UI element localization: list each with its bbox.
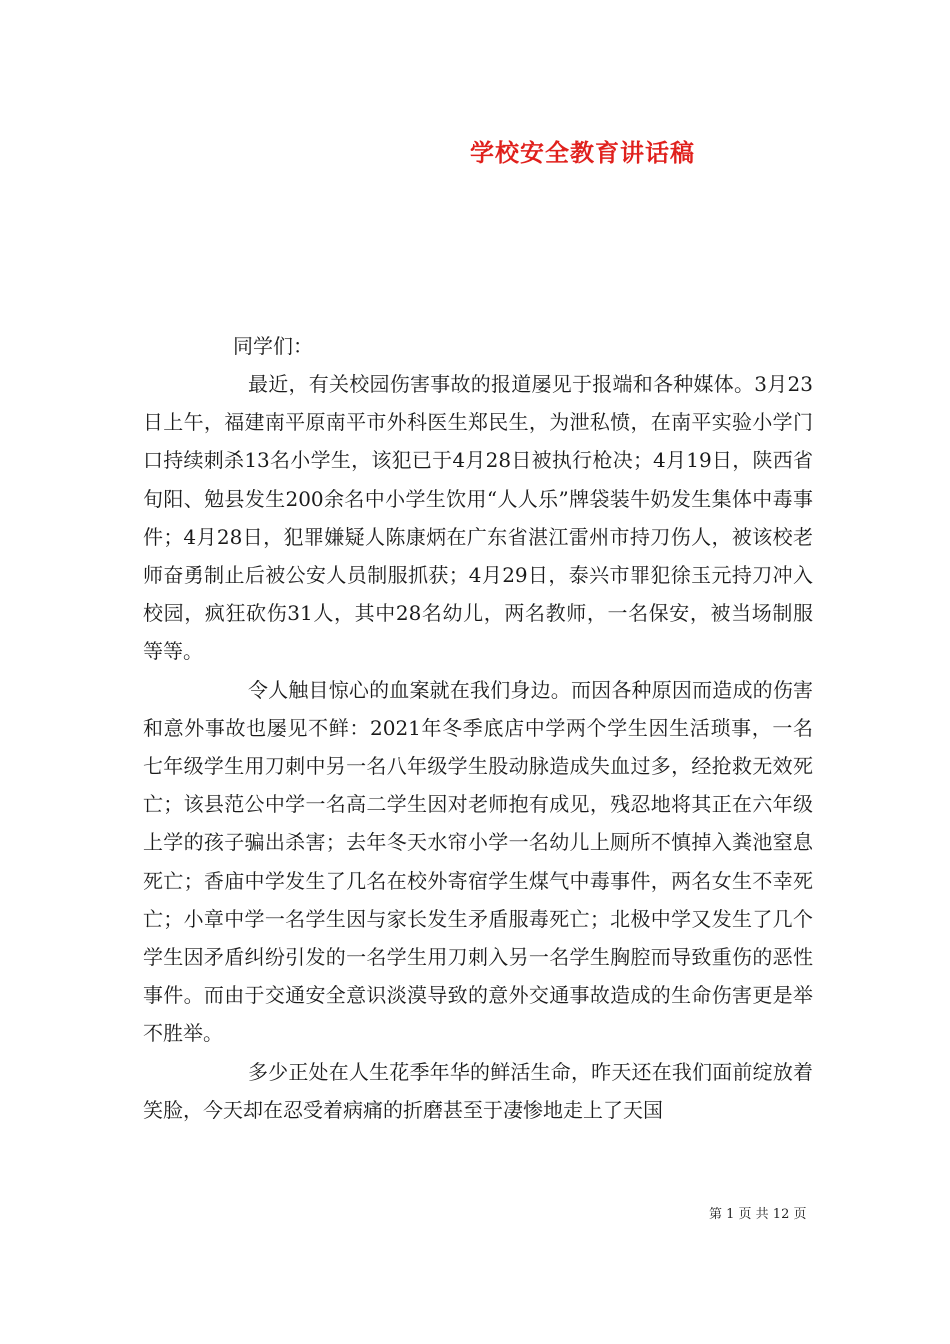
paragraph-3: 多少正处在人生花季年华的鲜活生命，昨天还在我们面前绽放着笑脸，今天却在忍受着病痛的折磨甚至于凄惨地走上了天国 [143, 1059, 813, 1122]
paragraph-2: 令人触目惊心的血案就在我们身边。而因各种原因而造成的伤害和意外事故也屡见不鲜：2021年冬季底店中学两个学生因生活琐事，一名七年级学生用刀刺中另一名八年级学生股动脉造成失血过多，经抢救无效死亡；该县范公中学一名高二学生因对老师抱有成见，残忍地将其正在六年级上学的孩子骗出杀害；去年冬天水帘小学一名幼儿上厕所不慎掉入粪池窒息死亡；香庙中学发生了几名在校外寄宿学生煤气中毒事件，两名女生不幸死亡；小章中学一名学生因与家长发生矛盾服毒死亡；北极中学又发生了几个学生因矛盾纠纷引发的一名学生用刀刺入另一名学生胸腔而导致重伤的恶性事件。而由于交通安全意识淡漠导致的意外交通事故造成的生命伤害更是举不胜举。 [143, 677, 813, 1046]
document-title: 学校安全教育讲话稿 [470, 138, 695, 167]
page-number-footer: 第 1 页 共 12 页 [709, 1207, 807, 1222]
paragraph-1: 最近，有关校园伤害事故的报道屡见于报端和各种媒体。3月23日上午，福建南平原南平市外科医生郑民生，为泄私愤，在南平实验小学门口持续刺杀13名小学生，该犯已于4月28日被执行枪决；4月19日，陕西省旬阳、勉县发生200余名中小学生饮用“人人乐”牌袋装牛奶发生集体中毒事件；4月28日，犯罪嫌疑人陈康炳在广东省湛江雷州市持刀伤人，被该校老师奋勇制止后被公安人员制服抓获；4月29日，泰兴市罪犯徐玉元持刀冲入校园，疯狂砍伤31人，其中28名幼儿，两名教师，一名保安，被当场制服等等。 [143, 372, 813, 664]
document-body [143, 365, 813, 1129]
greeting: 同学们： [233, 334, 313, 358]
